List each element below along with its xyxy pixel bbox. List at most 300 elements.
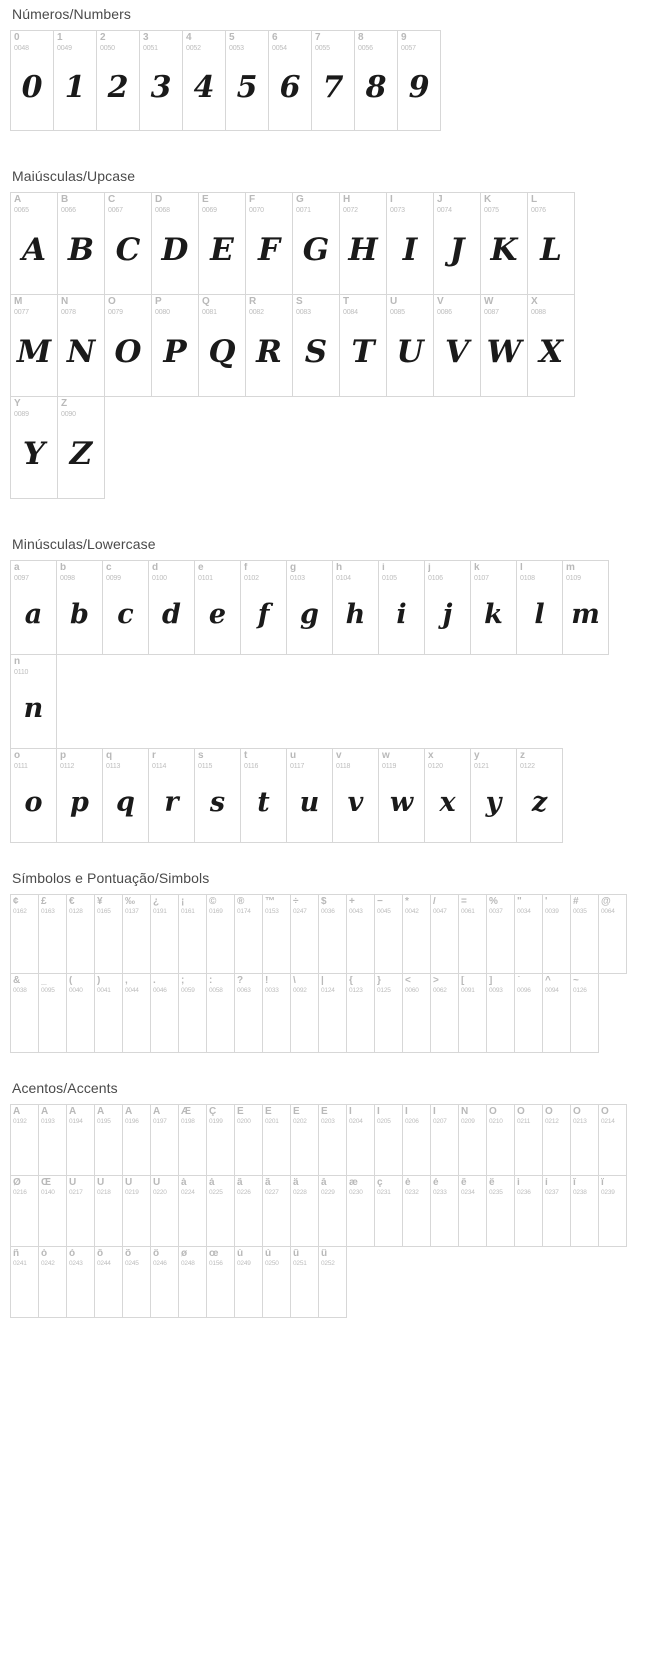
glyph-row xyxy=(10,192,651,294)
glyph-cell[interactable] xyxy=(514,973,543,1053)
glyph-cell[interactable] xyxy=(339,294,387,397)
glyph-char-label: f xyxy=(244,563,248,573)
glyph-char-label: ô xyxy=(97,1249,104,1259)
glyph-cell[interactable] xyxy=(516,748,563,843)
glyph-meta xyxy=(67,895,94,916)
glyph-char-label: ! xyxy=(265,976,269,986)
glyph-preview xyxy=(571,995,598,1052)
glyph-meta xyxy=(226,31,268,52)
glyph-cell[interactable] xyxy=(378,748,425,843)
glyph-cell[interactable] xyxy=(598,894,627,974)
glyph-cell[interactable] xyxy=(332,560,379,655)
glyph-code-label: 0100 xyxy=(152,575,167,582)
glyph-cell[interactable] xyxy=(66,1175,95,1247)
glyph-char-label: b xyxy=(60,563,67,573)
glyph-char-label: m xyxy=(566,563,575,573)
glyph-cell[interactable] xyxy=(570,1104,599,1176)
glyph-cell[interactable] xyxy=(458,894,487,974)
glyph-char-label: O xyxy=(108,297,116,307)
glyph-cell[interactable] xyxy=(178,894,207,974)
glyph-code-label: 0231 xyxy=(377,1189,391,1196)
glyph-meta xyxy=(517,561,562,582)
glyph-cell[interactable] xyxy=(262,973,291,1053)
glyph-cell[interactable] xyxy=(151,294,199,397)
glyph-meta xyxy=(431,974,458,995)
glyph-meta xyxy=(67,1105,94,1126)
glyph-code-label: 0118 xyxy=(336,763,351,770)
glyph-meta xyxy=(291,1105,318,1126)
glyph-cell[interactable] xyxy=(234,894,263,974)
glyph-cell[interactable] xyxy=(66,894,95,974)
glyph-meta xyxy=(459,895,486,916)
glyph-cell[interactable] xyxy=(102,560,149,655)
glyph-meta xyxy=(571,895,598,916)
glyph-cell[interactable] xyxy=(402,973,431,1053)
glyph-cell[interactable] xyxy=(486,973,515,1053)
glyph-cell[interactable] xyxy=(286,560,333,655)
glyph-cell[interactable] xyxy=(94,1246,123,1318)
glyph-char-label: * xyxy=(405,897,409,907)
glyph-cell[interactable] xyxy=(66,1246,95,1318)
glyph-meta xyxy=(355,31,397,52)
glyph-meta xyxy=(11,749,56,770)
glyph-cell[interactable] xyxy=(433,192,481,295)
glyph-cell[interactable] xyxy=(104,294,152,397)
glyph-code-label: 0055 xyxy=(315,45,330,52)
glyph-cell[interactable] xyxy=(225,30,269,131)
glyph-cell[interactable] xyxy=(10,1175,39,1247)
glyph-cell[interactable] xyxy=(38,1175,67,1247)
glyph-char-label: e xyxy=(198,563,204,573)
glyph-cell[interactable] xyxy=(378,560,425,655)
glyph-cell[interactable] xyxy=(240,560,287,655)
glyph-preview: L xyxy=(540,232,562,269)
glyph-cell[interactable] xyxy=(148,560,195,655)
glyph-code-label: 0197 xyxy=(153,1118,167,1125)
glyph-char-label: Ä xyxy=(125,1107,133,1117)
glyph-cell[interactable] xyxy=(318,894,347,974)
glyph-cell[interactable] xyxy=(480,192,528,295)
glyph-cell[interactable] xyxy=(57,294,105,397)
glyph-code-label: 0113 xyxy=(106,763,121,770)
glyph-cell[interactable] xyxy=(182,30,226,131)
glyph-cell[interactable] xyxy=(318,1104,347,1176)
glyph-char-label: @ xyxy=(601,897,611,907)
glyph-meta xyxy=(599,1105,626,1126)
glyph-cell[interactable] xyxy=(10,1246,39,1318)
glyph-cell[interactable] xyxy=(150,973,179,1053)
glyph-meta xyxy=(312,31,354,52)
glyph-cell[interactable] xyxy=(10,894,39,974)
glyph-meta xyxy=(149,561,194,582)
glyph-cell[interactable] xyxy=(178,1246,207,1318)
glyph-preview: q xyxy=(116,786,135,818)
glyph-meta xyxy=(123,1176,150,1197)
glyph-cell[interactable] xyxy=(206,1104,235,1176)
glyph-cell[interactable] xyxy=(527,294,575,397)
glyph-cell[interactable] xyxy=(56,560,103,655)
glyph-preview: F xyxy=(257,232,280,269)
glyph-code-label: 0088 xyxy=(531,309,546,316)
glyph-cell[interactable] xyxy=(262,1246,291,1318)
glyph-preview: P xyxy=(163,334,187,371)
glyph-cell[interactable] xyxy=(234,973,263,1053)
glyph-cell[interactable] xyxy=(148,748,195,843)
glyph-code-label: 0242 xyxy=(41,1260,55,1267)
glyph-cell[interactable] xyxy=(430,894,459,974)
glyph-cell[interactable] xyxy=(198,294,246,397)
glyph-cell[interactable] xyxy=(424,748,471,843)
glyph-cell[interactable] xyxy=(198,192,246,295)
glyph-code-label: 0238 xyxy=(573,1189,587,1196)
glyph-cell[interactable] xyxy=(374,1104,403,1176)
glyph-cell[interactable] xyxy=(122,973,151,1053)
glyph-cell[interactable] xyxy=(150,1175,179,1247)
glyph-cell[interactable] xyxy=(94,1104,123,1176)
glyph-code-label: 0087 xyxy=(484,309,499,316)
glyph-cell[interactable] xyxy=(542,894,571,974)
glyph-cell[interactable] xyxy=(374,894,403,974)
glyph-code-label: 0125 xyxy=(377,987,391,994)
glyph-cell[interactable] xyxy=(514,894,543,974)
glyph-preview: p xyxy=(70,786,89,818)
glyph-grid-uppercase xyxy=(10,192,651,498)
glyph-preview xyxy=(599,1197,626,1246)
glyph-cell[interactable] xyxy=(402,894,431,974)
glyph-cell[interactable] xyxy=(480,294,528,397)
glyph-cell[interactable] xyxy=(262,894,291,974)
glyph-char-label: ` xyxy=(517,976,521,986)
glyph-cell[interactable] xyxy=(346,1175,375,1247)
glyph-cell[interactable] xyxy=(290,973,319,1053)
glyph-cell[interactable] xyxy=(96,30,140,131)
glyph-meta xyxy=(11,31,53,52)
glyph-cell[interactable] xyxy=(94,973,123,1053)
glyph-cell[interactable] xyxy=(66,1104,95,1176)
glyph-cell[interactable] xyxy=(570,973,599,1053)
glyph-code-label: 0115 xyxy=(198,763,213,770)
glyph-cell[interactable] xyxy=(514,1175,543,1247)
glyph-cell[interactable] xyxy=(150,894,179,974)
glyph-cell[interactable] xyxy=(194,560,241,655)
glyph-cell[interactable] xyxy=(570,1175,599,1247)
glyph-cell[interactable] xyxy=(206,894,235,974)
glyph-cell[interactable] xyxy=(346,894,375,974)
glyph-cell[interactable] xyxy=(290,894,319,974)
glyph-preview xyxy=(403,1126,430,1175)
glyph-cell[interactable] xyxy=(178,973,207,1053)
glyph-cell[interactable] xyxy=(104,192,152,295)
glyph-meta xyxy=(11,295,57,316)
glyph-cell[interactable] xyxy=(122,894,151,974)
glyph-meta xyxy=(379,561,424,582)
glyph-code-label: 0225 xyxy=(209,1189,223,1196)
glyph-cell[interactable] xyxy=(430,1104,459,1176)
glyph-preview: I xyxy=(402,232,418,269)
glyph-cell[interactable] xyxy=(122,1104,151,1176)
glyph-meta xyxy=(241,561,286,582)
glyph-cell[interactable] xyxy=(542,1104,571,1176)
glyph-code-label: 0084 xyxy=(343,309,358,316)
glyph-cell[interactable] xyxy=(458,1104,487,1176)
glyph-cell[interactable] xyxy=(598,1104,627,1176)
glyph-cell[interactable] xyxy=(311,30,355,131)
glyph-char-label: Q xyxy=(202,297,210,307)
glyph-meta xyxy=(425,561,470,582)
glyph-cell[interactable] xyxy=(240,748,287,843)
glyph-cell[interactable] xyxy=(139,30,183,131)
glyph-meta xyxy=(103,561,148,582)
glyph-code-label: 0052 xyxy=(186,45,201,52)
glyph-code-label: 0045 xyxy=(377,908,391,915)
section-title-numbers: Números/Numbers xyxy=(12,6,131,22)
glyph-preview: 2 xyxy=(107,69,129,105)
glyph-cell[interactable] xyxy=(262,1104,291,1176)
glyph-meta xyxy=(543,974,570,995)
glyph-cell[interactable] xyxy=(178,1175,207,1247)
glyph-row xyxy=(10,973,651,1052)
glyph-cell[interactable] xyxy=(286,748,333,843)
glyph-code-label: 0107 xyxy=(474,575,489,582)
glyph-cell[interactable] xyxy=(10,654,57,749)
glyph-char-label: ™ xyxy=(265,897,275,907)
glyph-preview xyxy=(487,1197,514,1246)
glyph-preview xyxy=(263,995,290,1052)
glyph-code-label: 0211 xyxy=(517,1118,531,1125)
glyph-meta xyxy=(58,193,104,214)
glyph-cell[interactable] xyxy=(206,973,235,1053)
glyph-code-label: 0073 xyxy=(390,207,405,214)
glyph-code-label: 0033 xyxy=(265,987,279,994)
glyph-code-label: 0204 xyxy=(349,1118,363,1125)
glyph-char-label: Ö xyxy=(601,1107,609,1117)
glyph-cell[interactable] xyxy=(318,1175,347,1247)
glyph-cell[interactable] xyxy=(354,30,398,131)
glyph-preview: i xyxy=(396,598,407,630)
glyph-cell[interactable] xyxy=(318,973,347,1053)
glyph-char-label: Æ xyxy=(181,1107,191,1117)
glyph-meta xyxy=(515,895,542,916)
glyph-meta xyxy=(67,974,94,995)
glyph-cell[interactable] xyxy=(424,560,471,655)
glyph-cell[interactable] xyxy=(486,1104,515,1176)
glyph-char-label: X xyxy=(531,297,538,307)
glyph-cell[interactable] xyxy=(66,973,95,1053)
glyph-meta xyxy=(431,895,458,916)
glyph-cell[interactable] xyxy=(122,1175,151,1247)
glyph-cell[interactable] xyxy=(458,1175,487,1247)
glyph-cell[interactable] xyxy=(402,1104,431,1176)
glyph-cell[interactable] xyxy=(10,748,57,843)
glyph-cell[interactable] xyxy=(10,30,54,131)
glyph-cell[interactable] xyxy=(150,1104,179,1176)
glyph-meta xyxy=(207,974,234,995)
glyph-meta xyxy=(459,1176,486,1197)
glyph-cell[interactable] xyxy=(318,1246,347,1318)
glyph-char-label: % xyxy=(489,897,498,907)
glyph-cell[interactable] xyxy=(122,1246,151,1318)
glyph-preview xyxy=(95,1268,122,1317)
glyph-cell[interactable] xyxy=(38,894,67,974)
glyph-cell[interactable] xyxy=(514,1104,543,1176)
glyph-cell[interactable] xyxy=(290,1104,319,1176)
glyph-cell[interactable] xyxy=(234,1246,263,1318)
glyph-char-label: j xyxy=(428,563,431,573)
glyph-meta xyxy=(149,749,194,770)
glyph-cell[interactable] xyxy=(470,560,517,655)
glyph-char-label: ò xyxy=(41,1249,48,1259)
glyph-char-label: î xyxy=(573,1178,576,1188)
glyph-cell[interactable] xyxy=(94,894,123,974)
glyph-cell[interactable] xyxy=(245,294,293,397)
glyph-cell[interactable] xyxy=(290,1246,319,1318)
glyph-code-label: 0070 xyxy=(249,207,264,214)
glyph-preview: 8 xyxy=(365,69,387,105)
glyph-cell[interactable] xyxy=(56,748,103,843)
glyph-cell[interactable] xyxy=(386,192,434,295)
glyph-cell[interactable] xyxy=(346,1104,375,1176)
glyph-cell[interactable] xyxy=(268,30,312,131)
glyph-char-label: U xyxy=(390,297,398,307)
glyph-meta xyxy=(11,1176,38,1197)
glyph-preview xyxy=(459,995,486,1052)
glyph-meta xyxy=(528,193,574,214)
glyph-char-label: Œ xyxy=(41,1178,51,1188)
section-accents xyxy=(10,1074,651,1317)
glyph-cell[interactable] xyxy=(470,748,517,843)
glyph-cell[interactable] xyxy=(245,192,293,295)
glyph-cell[interactable] xyxy=(10,192,58,295)
glyph-cell[interactable] xyxy=(57,192,105,295)
glyph-cell[interactable] xyxy=(430,973,459,1053)
glyph-code-label: 0094 xyxy=(545,987,559,994)
glyph-cell[interactable] xyxy=(38,973,67,1053)
glyph-code-label: 0069 xyxy=(202,207,217,214)
glyph-cell[interactable] xyxy=(234,1175,263,1247)
glyph-cell[interactable] xyxy=(527,192,575,295)
glyph-cell[interactable] xyxy=(386,294,434,397)
glyph-cell[interactable] xyxy=(38,1246,67,1318)
glyph-preview xyxy=(571,1197,598,1246)
glyph-cell[interactable] xyxy=(194,748,241,843)
glyph-char-label: € xyxy=(69,897,75,907)
glyph-cell[interactable] xyxy=(206,1175,235,1247)
glyph-cell[interactable] xyxy=(10,396,58,499)
glyph-char-label: # xyxy=(573,897,579,907)
glyph-preview xyxy=(151,1268,178,1317)
glyph-char-label: Õ xyxy=(573,1107,581,1117)
glyph-cell[interactable] xyxy=(10,560,57,655)
glyph-char-label: ~ xyxy=(573,976,579,986)
glyph-cell[interactable] xyxy=(10,1104,39,1176)
glyph-code-label: 0079 xyxy=(108,309,123,316)
glyph-code-label: 0077 xyxy=(14,309,29,316)
glyph-cell[interactable] xyxy=(57,396,105,499)
glyph-cell[interactable] xyxy=(570,894,599,974)
glyph-preview xyxy=(543,916,570,973)
glyph-cell[interactable] xyxy=(292,294,340,397)
glyph-preview xyxy=(291,1126,318,1175)
glyph-cell[interactable] xyxy=(430,1175,459,1247)
glyph-cell[interactable] xyxy=(102,748,149,843)
glyph-cell[interactable] xyxy=(292,192,340,295)
glyph-char-label: Ô xyxy=(545,1107,553,1117)
glyph-grid-lowercase xyxy=(10,560,651,842)
glyph-cell[interactable] xyxy=(339,192,387,295)
glyph-cell[interactable] xyxy=(332,748,379,843)
glyph-preview xyxy=(179,1268,206,1317)
glyph-code-label: 0044 xyxy=(125,987,139,994)
glyph-char-label: o xyxy=(14,751,21,761)
glyph-meta xyxy=(403,974,430,995)
glyph-code-label: 0110 xyxy=(14,669,29,676)
glyph-char-label: ì xyxy=(517,1178,520,1188)
glyph-code-label: 0051 xyxy=(143,45,158,52)
glyph-preview xyxy=(431,1197,458,1246)
glyph-cell[interactable] xyxy=(206,1246,235,1318)
glyph-cell[interactable] xyxy=(486,1175,515,1247)
glyph-preview xyxy=(263,1126,290,1175)
glyph-code-label: 0205 xyxy=(377,1118,391,1125)
glyph-code-label: 0209 xyxy=(461,1118,475,1125)
glyph-cell[interactable] xyxy=(433,294,481,397)
glyph-cell[interactable] xyxy=(346,973,375,1053)
glyph-char-label: . xyxy=(153,976,156,986)
glyph-char-label: ¢ xyxy=(13,897,19,907)
glyph-cell[interactable] xyxy=(397,30,441,131)
glyph-code-label: 0169 xyxy=(209,908,223,915)
glyph-code-label: 0062 xyxy=(433,987,447,994)
glyph-char-label: p xyxy=(60,751,67,761)
glyph-meta xyxy=(347,895,374,916)
glyph-cell[interactable] xyxy=(486,894,515,974)
glyph-cell[interactable] xyxy=(10,973,39,1053)
glyph-code-label: 0035 xyxy=(573,908,587,915)
glyph-meta xyxy=(179,1176,206,1197)
glyph-char-label: ù xyxy=(237,1249,244,1259)
glyph-cell[interactable] xyxy=(458,973,487,1053)
glyph-preview xyxy=(263,1197,290,1246)
glyph-char-label: M xyxy=(14,297,23,307)
glyph-cell[interactable] xyxy=(150,1246,179,1318)
glyph-cell[interactable] xyxy=(374,1175,403,1247)
glyph-cell[interactable] xyxy=(262,1175,291,1247)
glyph-preview xyxy=(11,1197,38,1246)
glyph-cell[interactable] xyxy=(10,294,58,397)
glyph-cell[interactable] xyxy=(562,560,609,655)
glyph-cell[interactable] xyxy=(516,560,563,655)
glyph-cell[interactable] xyxy=(94,1175,123,1247)
glyph-preview: z xyxy=(531,786,548,818)
glyph-cell[interactable] xyxy=(542,973,571,1053)
glyph-cell[interactable] xyxy=(402,1175,431,1247)
glyph-meta xyxy=(515,974,542,995)
glyph-cell[interactable] xyxy=(290,1175,319,1247)
glyph-char-label: Ì xyxy=(349,1107,352,1117)
glyph-cell[interactable] xyxy=(151,192,199,295)
glyph-cell[interactable] xyxy=(234,1104,263,1176)
glyph-cell[interactable] xyxy=(53,30,97,131)
glyph-cell[interactable] xyxy=(374,973,403,1053)
glyph-preview xyxy=(263,916,290,973)
glyph-cell[interactable] xyxy=(598,1175,627,1247)
glyph-cell[interactable] xyxy=(38,1104,67,1176)
glyph-char-label: n xyxy=(14,657,21,667)
glyph-cell[interactable] xyxy=(178,1104,207,1176)
glyph-code-label: 0049 xyxy=(57,45,72,52)
glyph-cell[interactable] xyxy=(542,1175,571,1247)
glyph-meta xyxy=(39,1247,66,1268)
